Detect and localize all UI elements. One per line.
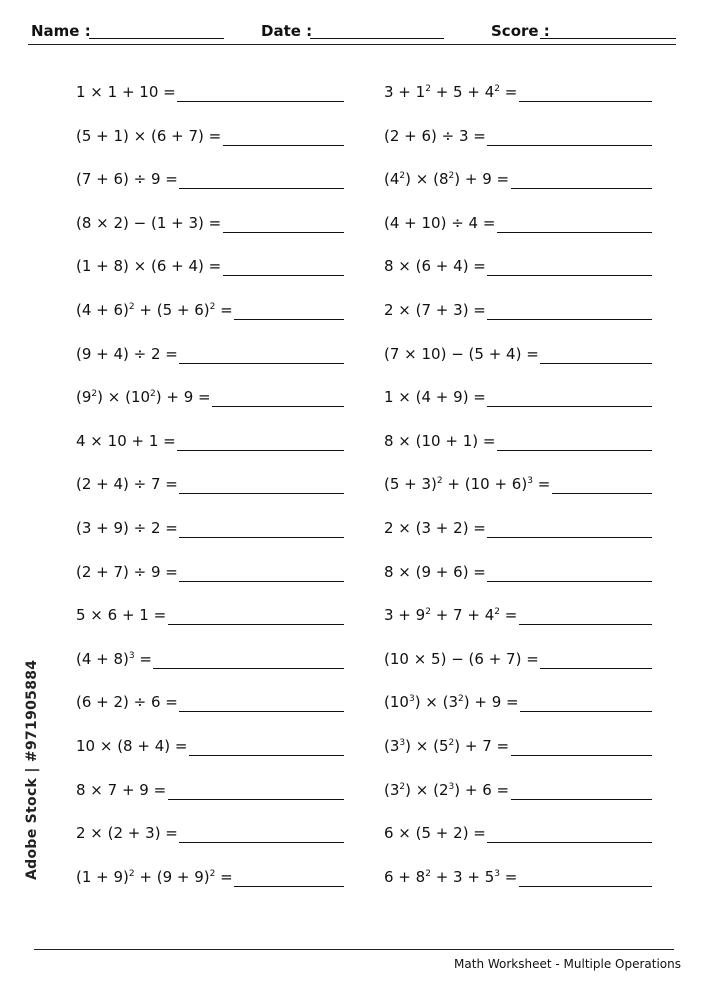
answer-line[interactable] [487,275,652,276]
problem-item [384,209,652,239]
problem-item [384,863,652,893]
answer-line[interactable] [511,799,652,800]
answer-line[interactable] [153,668,344,669]
answer-line[interactable] [189,755,344,756]
problem-item [384,732,652,762]
answer-line[interactable] [179,188,344,189]
problem-item [384,514,652,544]
answer-line[interactable] [177,101,344,102]
problem-expression: 1 × 1 + 10 = [76,83,176,101]
answer-line[interactable] [552,493,652,494]
problem-item [76,78,344,108]
problem-item [384,558,652,588]
problem-item [384,776,652,806]
answer-line[interactable] [511,755,652,756]
answer-line[interactable] [223,232,344,233]
problem-item [384,296,652,326]
problem-expression: $(10^3) \times (3^2) + 9$ = [384,693,519,712]
score-label: Score : [491,22,550,40]
problem-expression: 4 × 10 + 1 = [76,431,176,450]
problem-item [384,470,652,500]
answer-line[interactable] [540,668,652,669]
problem-expression: (10 × 5) − (6 + 7) = [384,649,539,668]
problem-item [384,340,652,370]
answer-line[interactable] [520,711,652,712]
problem-item [384,601,652,631]
problem-item [76,688,344,718]
answer-line[interactable] [223,145,344,146]
answer-line[interactable] [234,886,344,887]
answer-line[interactable] [179,711,344,712]
problem-expression: 2 × (2 + 3) = [76,824,178,843]
problem-expression: 8 × (9 + 6) = [384,562,486,581]
problem-expression: (2 + 6) ÷ 3 = [384,126,486,145]
problem-item [384,688,652,718]
answer-line[interactable] [179,493,344,494]
problem-expression: (7 × 10) − (5 + 4) = [384,344,539,363]
problem-item [76,863,344,893]
problem-expression: 5 × 6 + 1 = [76,606,167,625]
answer-line[interactable] [487,319,652,320]
problem-expression: (4 + 10) ÷ 4 = [384,213,496,232]
answer-line[interactable] [519,886,652,887]
problem-expression: $(4 + 6)^2 + (5 + 6)^2$ = [76,301,233,319]
answer-line[interactable] [487,581,652,582]
problem-item [76,558,344,588]
problem-expression: $3 + 1^2 + 5 + 4^2$ = [384,83,518,101]
problem-expression: $(4 + 8)^3$ = [76,649,152,668]
problem-expression: 6 × (5 + 2) = [384,824,486,843]
answer-line[interactable] [519,101,652,102]
answer-line[interactable] [177,450,344,451]
problem-item [76,165,344,195]
answer-line[interactable] [168,624,344,625]
problem-expression: 8 × (6 + 4) = [384,257,486,276]
answer-line[interactable] [179,581,344,582]
answer-line[interactable] [179,537,344,538]
problem-item [76,514,344,544]
answer-line[interactable] [168,799,344,800]
answer-line[interactable] [540,363,652,364]
problem-expression: (5 + 1) × (6 + 7) = [76,126,222,145]
problem-expression: $(4^2) \times (8^2) + 9$ = [384,170,510,189]
problem-item [384,78,652,108]
problem-item [384,645,652,675]
problem-item [384,383,652,413]
answer-line[interactable] [487,145,652,146]
problem-item [76,819,344,849]
problem-item [384,819,652,849]
answer-line[interactable] [223,275,344,276]
problem-expression: 8 × 7 + 9 = [76,780,167,799]
problem-expression: $3 + 9^2 + 7 + 4^2$ = [384,606,518,625]
watermark-side-text: Adobe Stock | #971905884 [24,659,40,880]
problem-item [76,296,344,326]
problem-expression: $6 + 8^2 + 3 + 5^3$ = [384,867,518,886]
problem-expression: $(5 + 3)^2 + (10 + 6)^3$ = [384,475,551,494]
answer-line[interactable] [212,406,344,407]
date-label: Date : [261,22,313,40]
answer-line[interactable] [511,188,652,189]
problem-expression: (6 + 2) ÷ 6 = [76,693,178,712]
problem-expression: (3 + 9) ÷ 2 = [76,519,178,537]
problem-expression: 2 × (7 + 3) = [384,301,486,319]
answer-line[interactable] [519,624,652,625]
problem-expression: 8 × (10 + 1) = [384,431,496,450]
problem-item [76,601,344,631]
footer-title: Math Worksheet - Multiple Operations [454,957,681,971]
problem-item [384,165,652,195]
problem-item [76,122,344,152]
answer-line[interactable] [179,363,344,364]
problem-expression: $(9^2) \times (10^2) + 9$ = [76,388,211,407]
problem-item [384,427,652,457]
answer-line[interactable] [497,232,652,233]
answer-line[interactable] [487,406,652,407]
problem-expression: (2 + 4) ÷ 7 = [76,475,178,494]
answer-line[interactable] [487,842,652,843]
problem-expression: 1 × (4 + 9) = [384,388,486,407]
problem-expression: 10 × (8 + 4) = [76,737,188,755]
problem-item [384,122,652,152]
problem-item [76,776,344,806]
problem-item [76,340,344,370]
problem-expression: $(1 + 9)^2 + (9 + 9)^2$ = [76,867,233,886]
name-label: Name : [31,22,91,40]
problem-item [76,209,344,239]
problem-item [76,383,344,413]
problem-item [76,470,344,500]
problem-expression: (7 + 6) ÷ 9 = [76,170,178,189]
problem-item [384,252,652,282]
problem-expression: $(3^3) \times (5^2) + 7$ = [384,737,510,755]
problem-expression: (9 + 4) ÷ 2 = [76,344,178,363]
problem-item [76,732,344,762]
problem-expression: 2 × (3 + 2) = [384,519,486,537]
answer-line[interactable] [497,450,652,451]
answer-line[interactable] [179,842,344,843]
problem-expression: $(3^2) \times (2^3) + 6$ = [384,780,510,799]
answer-line[interactable] [234,319,344,320]
footer-divider [34,949,674,950]
problem-item [76,645,344,675]
problem-item [76,252,344,282]
problem-item [76,427,344,457]
problem-expression: (8 × 2) − (1 + 3) = [76,213,222,232]
problem-expression: (1 + 8) × (6 + 4) = [76,257,222,276]
answer-line[interactable] [487,537,652,538]
problem-expression: (2 + 7) ÷ 9 = [76,562,178,581]
